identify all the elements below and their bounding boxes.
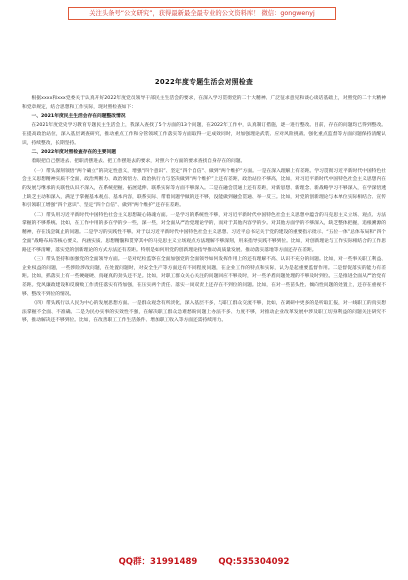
section-heading: 二、2022年度对照检查存在的主要问题	[31, 150, 116, 155]
promo-banner[interactable]: 关注头条号“公文研究”，获得最新最全最专业的公文资料库！ 微信：gongwenyj	[68, 7, 336, 20]
footer-contact	[0, 555, 408, 567]
paragraph: 着眼把自己摆进去、把职责摆进去、把工作摆进去的要求，对照六个方面的要求查找自身存在的问题。	[31, 159, 246, 165]
paragraph: （四）带头践行以人民为中心的发展思想方面。一是群众观念有所淡化，深入基层不多，与职工群众交流不够，比如，在调研中更多的是听取汇报，对一线职工的真实想法掌握不全面、不准确。二是为民办实事的实效性不强，在解决职工群众急难愁盼问题上办法不多、力度不够，对推动企业改革发展中涉及职工切身利益的问题关注研究不够，推动解决还不够到位。比如，在改善职工工作生活条件、增加职工收入等方面还需持续用力。	[22, 300, 386, 324]
section-heading: 一、2021年度民主生活会存在问题整改情况	[31, 114, 126, 119]
paragraph: （一）带头深刻领悟“两个确立”的决定性意义，增强“四个意识”、坚定“四个自信”、做到“两个维护”方面。一是在深入理解上有差距。学习贯彻习近平新时代中国特色社会主义思想精神实质不全面，政治判断力、政治领悟力、政治执行力与坚决做到“两个维护”上还有差距，政治站位不够高，比如，对习近平新时代中国特色社会主义思想内在的发展与继承的关联性认识不深入，在系统把握、拓展延伸、联系实际等方面不够深入。二是在融会贯通上还有差距，对新思想、新理念、新战略学习不够深入，在学深悟透上缺乏主动和深入，满足于掌握基本观点、基本内容，联系实际、带着问题学做的还不够，没能做到融会贯通、举一反三。比如，对党的创新理论与本单位实际相结合、宣传和引领职工增强“四个意识”、坚定“四个自信”、做到“两个维护”还存在差距。	[22, 168, 386, 209]
document-title: 2022年度专题生活会对照检查	[154, 78, 254, 86]
footer-qq: QQ:535304092	[218, 557, 290, 567]
footer-qq-group: QQ群：31991489	[118, 557, 198, 567]
paragraph: （二）带头用习近平新时代中国特色社会主义思想凝心铸魂方面。一是学习的系统性不够，对习近平新时代中国特色社会主义思想中蕴含的马克思主义立场、观点、方法掌握的不够系统。比如，在工作中用的多在学的少一些，深一些，对全面从严治党理论学的，而对于其他内容学的少。对其他方面学的不够深入，缺乏整体把握，追根溯源的精神，存在浅尝辄止的问题。二是学习的实践性不够。对于以习近平新时代中国特色社会主义思想、习近平总书记关于党的建设的重要指示批示、“五位一体”总体布局和“四个全面”战略布局等核心要义、内涵实质、思想精髓和贯穿其中的马克思主义立场观点方法理解不够深刻，用来指导实践不够到位。比如，对创新理论与工作实际相结合的工作思路还不够清晰，落实党的创新理论的方式方法还有差距。特别是如何用党的创新理论指导推动高质量发展、推动落实落地等方面还存在差距。	[22, 212, 386, 253]
document-body	[22, 76, 386, 327]
paragraph: 根据xxxx和xxx党委关于认真开好2022年度党员领导干部民主生活会的要求，在深入学习贯彻党的二十大精神、广泛征求意见和谈心谈话基础上，对照党的二十大精神和党章规定，结合思想和工作实际，现对照检查如下：	[22, 96, 386, 110]
paragraph: 在2021年度党史学习教育专题民主生活会上，我深入查找了5个方面的13个问题，在2022年工作中，认真制订措施，逐一进行整改。目前，存在的问题均已得到整改。在提高政治站位，深入基层调查研究，推动重点工作和分管领域工作落实等方面取得一定成效同时，对加强理论武装、应对风险挑战、强化重点监督等方面问题保持清醒认识，持续整改，长期坚持。	[22, 123, 386, 146]
paragraph: （三）带头坚持和加强党的全面领导方面。一是对纪检监察在全面加强党的全面领导如何发挥作用上的还有理解不高、认识不充分的问题。比如，对一些事关职工利益、企业权益的问题，一些涉险涉改问题，在处置问题时，对安全生产等方面还有不同程度问题，在企业工作的特点和实际，认为是起重要监督作用。二是督促落实的能力有差距。比如，抓落实上有一些硬碰硬、真碰真的劲头还不足。比如，对职工群众关心关注的问题回应不够及时，对一些矛盾问题处理的不够及时到位。三是推进全面从严治党有差距。党风廉政建设和反腐败工作责任落实有待加强，在压实两个责任、落实一岗双责上还存在不到位的问题。比如，在对一些苗头性、倾向性问题的处置上，还存在重视不够、整改不到位的情况。	[22, 256, 386, 297]
document-paragraphs	[22, 95, 386, 326]
